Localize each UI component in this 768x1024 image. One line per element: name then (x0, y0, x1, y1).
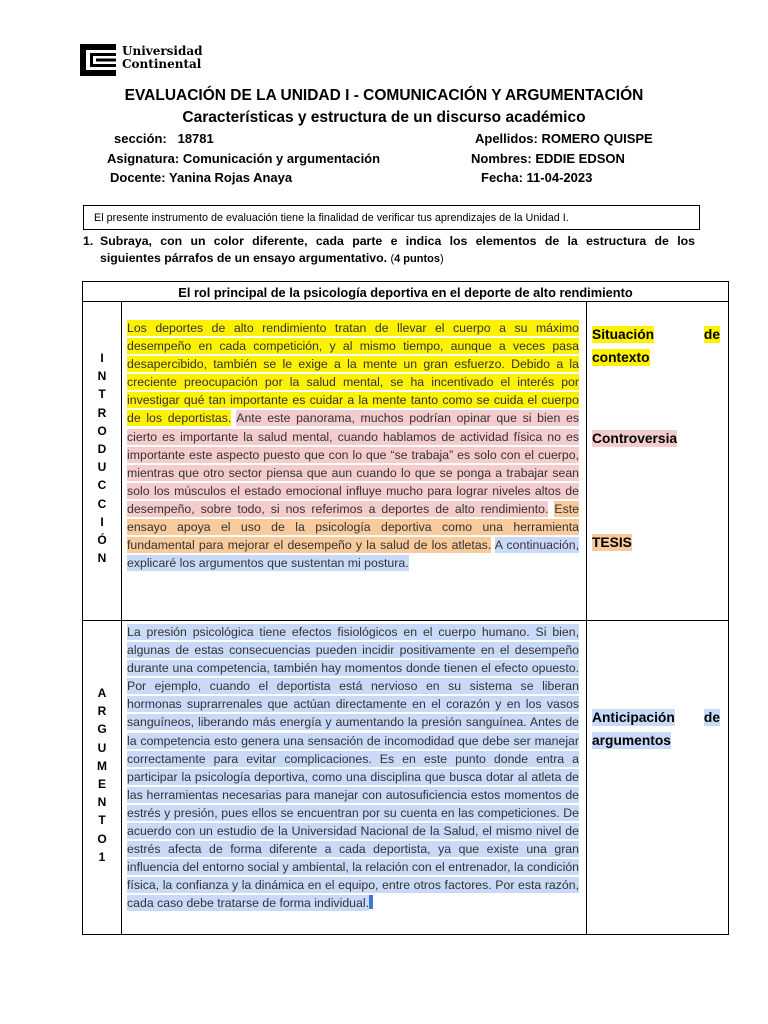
question-points: (4 puntos) (390, 253, 444, 265)
argumento-vertical-letter: R (97, 704, 107, 719)
argumento-vertical-letter: N (97, 795, 107, 810)
document-subtitle: Características y estructura de un discurso académico (182, 109, 586, 126)
contexto-highlight: Los deportes de alto rendimiento tratan de llevar el cuerpo a su máximo desempeño en cada competición, y al mismo tiempo, aunque a veces pasa desapercibido, también se le exige a la mente un gran esfuerzo. Debido a la creciente preocupación por la salud mental, se ha incentivado el interés por investigar qué tan importante es cuidar a la mente tanto como se cuida el cuerpo de los deportistas. (127, 321, 579, 426)
essay-table (82, 281, 729, 935)
intro-vertical-label (83, 349, 121, 567)
docente-field (110, 170, 292, 185)
nombres-value: EDDIE EDSON (535, 151, 625, 166)
argumento-vertical-label (83, 684, 121, 866)
table-divider (586, 301, 587, 935)
seccion-value: 18781 (177, 131, 214, 146)
intro-vertical-letter: I (100, 351, 104, 365)
question-line1: Subraya, con un color diferente, cada parte e indica los elementos de la estructura de los (100, 234, 695, 248)
question-line2-text: siguientes párrafos de un ensayo argumentativo. (100, 251, 388, 265)
table-divider (121, 301, 122, 935)
anticipacion-highlight: A continuación, explicaré los argumentos que sustentan mi postura. (127, 538, 579, 571)
logo-line2: Continental (122, 57, 202, 71)
argumento-vertical-letter: E (97, 777, 106, 792)
argumento-vertical-letter: A (97, 686, 107, 700)
intro-vertical-letter: D (97, 442, 107, 457)
contexto-label-word1: Situación (592, 327, 655, 342)
apellidos-field (475, 131, 653, 146)
contexto-label-word2: de (703, 327, 720, 342)
argument-highlight: La presión psicológica tiene efectos fisiológicos en el cuerpo humano. Si bien, algunas de estas consecuencias pueden incidir positivamente en el desempeño durante una competencia, también hay momentos donde tienen el efecto opuesto. Por ejemplo, cuando el deportista está nervioso en su sistema se liberan hormonas suprarrenales que actúan directamente en el corazón y en los vasos sanguíneos, liberando más energía y aumentando la presión sanguínea. Antes de la competencia esto genera una sensación de incomodidad que debe ser manejar correctamente para evitar complicaciones. Es en este punto donde entra a participar la psicología deportiva, como una disciplina que busca dotar al atleta de las herramientas necesarias para manejar con autosuficiencia estos momentos de estrés y presión, pues ellos se encuentran por su cuenta en las competiciones. De acuerdo con un estudio de la Universidad Nacional de la Salud, el mismo nivel de estrés afecta de forma diferente a cada deportista, ya que existe una gran influencia del entorno social y ambiental, la relación con el entrenador, la condición física, la confianza y la dinámica en el equipo, entre otros factores. Por esta razón, cada caso debe tratarse de forma individual. (127, 625, 579, 911)
anticipacion-label-word1: Anticipación (592, 710, 675, 725)
asignatura-field (107, 151, 380, 166)
argumento-vertical-letter: 1 (98, 849, 106, 864)
table-title: El rol principal de la psicología deportiva en el deporte de alto rendimiento (178, 285, 633, 300)
anticipacion-label-word2: de (703, 710, 720, 725)
intro-vertical-letter: N (97, 369, 107, 384)
argument-paragraph (127, 623, 579, 913)
document-title: EVALUACIÓN DE LA UNIDAD I - COMUNICACIÓN Y ARGUMENTACIÓN (124, 87, 644, 104)
seccion-field (114, 131, 214, 146)
fecha-label: Fecha: (481, 170, 523, 185)
logo-c-icon (76, 42, 118, 78)
asignatura-value: Comunicación y argumentación (182, 151, 381, 166)
seccion-label: sección: (114, 131, 167, 146)
intro-vertical-letter: U (97, 460, 107, 475)
intro-vertical-letter: N (97, 551, 107, 566)
intro-vertical-letter: R (97, 405, 107, 420)
intro-vertical-letter: C (97, 478, 107, 493)
controversia-label-text: Controversia (592, 431, 678, 446)
tesis-label (592, 532, 720, 553)
logo-text (122, 45, 203, 71)
argumento-vertical-letter: T (98, 813, 106, 828)
question-line2 (100, 250, 444, 268)
apellidos-value: ROMERO QUISPE (541, 131, 653, 146)
purpose-box: El presente instrumento de evaluación tiene la finalidad de verificar tus aprendizajes de la Unidad I. (83, 205, 700, 230)
logo-line1: Universidad (122, 44, 203, 58)
fecha-value: 11-04-2023 (526, 170, 593, 185)
intro-vertical-letter: O (97, 423, 107, 438)
tesis-label-text: TESIS (592, 535, 632, 550)
intro-vertical-letter: T (98, 387, 106, 402)
controversia-highlight: Ante este panorama, muchos podrían opinar que si bien es cierto es importante la salud mental, cuando hablamos de actividad física no es importante este aspecto puesto que con lo que “se trabaja” es solo con el cuerpo, mientras que otro sector piensa que aun cuando lo que se ponga a trabajar sean solo los músculos el estado emocional influye mucho para lograr niveles altos de desempeño, sobre todo, si nos referimos a deportes de alto rendimiento. (127, 411, 579, 516)
anticipacion-label (592, 706, 720, 752)
table-divider (83, 301, 728, 302)
university-logo (76, 42, 203, 80)
apellidos-label: Apellidos: (475, 131, 538, 146)
table-divider (83, 620, 728, 621)
question-number: 1. (83, 234, 94, 248)
text-cursor (369, 895, 373, 909)
controversia-label (592, 428, 720, 449)
intro-vertical-letter: Ó (97, 533, 107, 548)
asignatura-label: Asignatura: (107, 151, 180, 166)
contexto-label (592, 323, 720, 369)
contexto-label-word3: contexto (592, 350, 650, 365)
argumento-vertical-letter: O (97, 831, 107, 846)
nombres-label: Nombres: (471, 151, 532, 166)
docente-label: Docente: (110, 170, 166, 185)
intro-vertical-letter: C (97, 496, 107, 511)
fecha-field (481, 170, 592, 185)
nombres-field (471, 151, 625, 166)
argumento-vertical-letter: U (97, 740, 107, 755)
argumento-vertical-letter: M (97, 758, 107, 773)
intro-vertical-letter: I (100, 514, 104, 529)
argumento-vertical-letter: G (97, 722, 107, 737)
anticipacion-label-word3: argumentos (592, 733, 671, 748)
intro-paragraph (127, 319, 579, 572)
tesis-highlight: Este ensayo apoya el uso de la psicología deportiva como una herramienta fundamental para mejorar el desempeño y la salud de los atletas. (127, 501, 579, 553)
docente-value: Yanina Rojas Anaya (169, 170, 293, 185)
